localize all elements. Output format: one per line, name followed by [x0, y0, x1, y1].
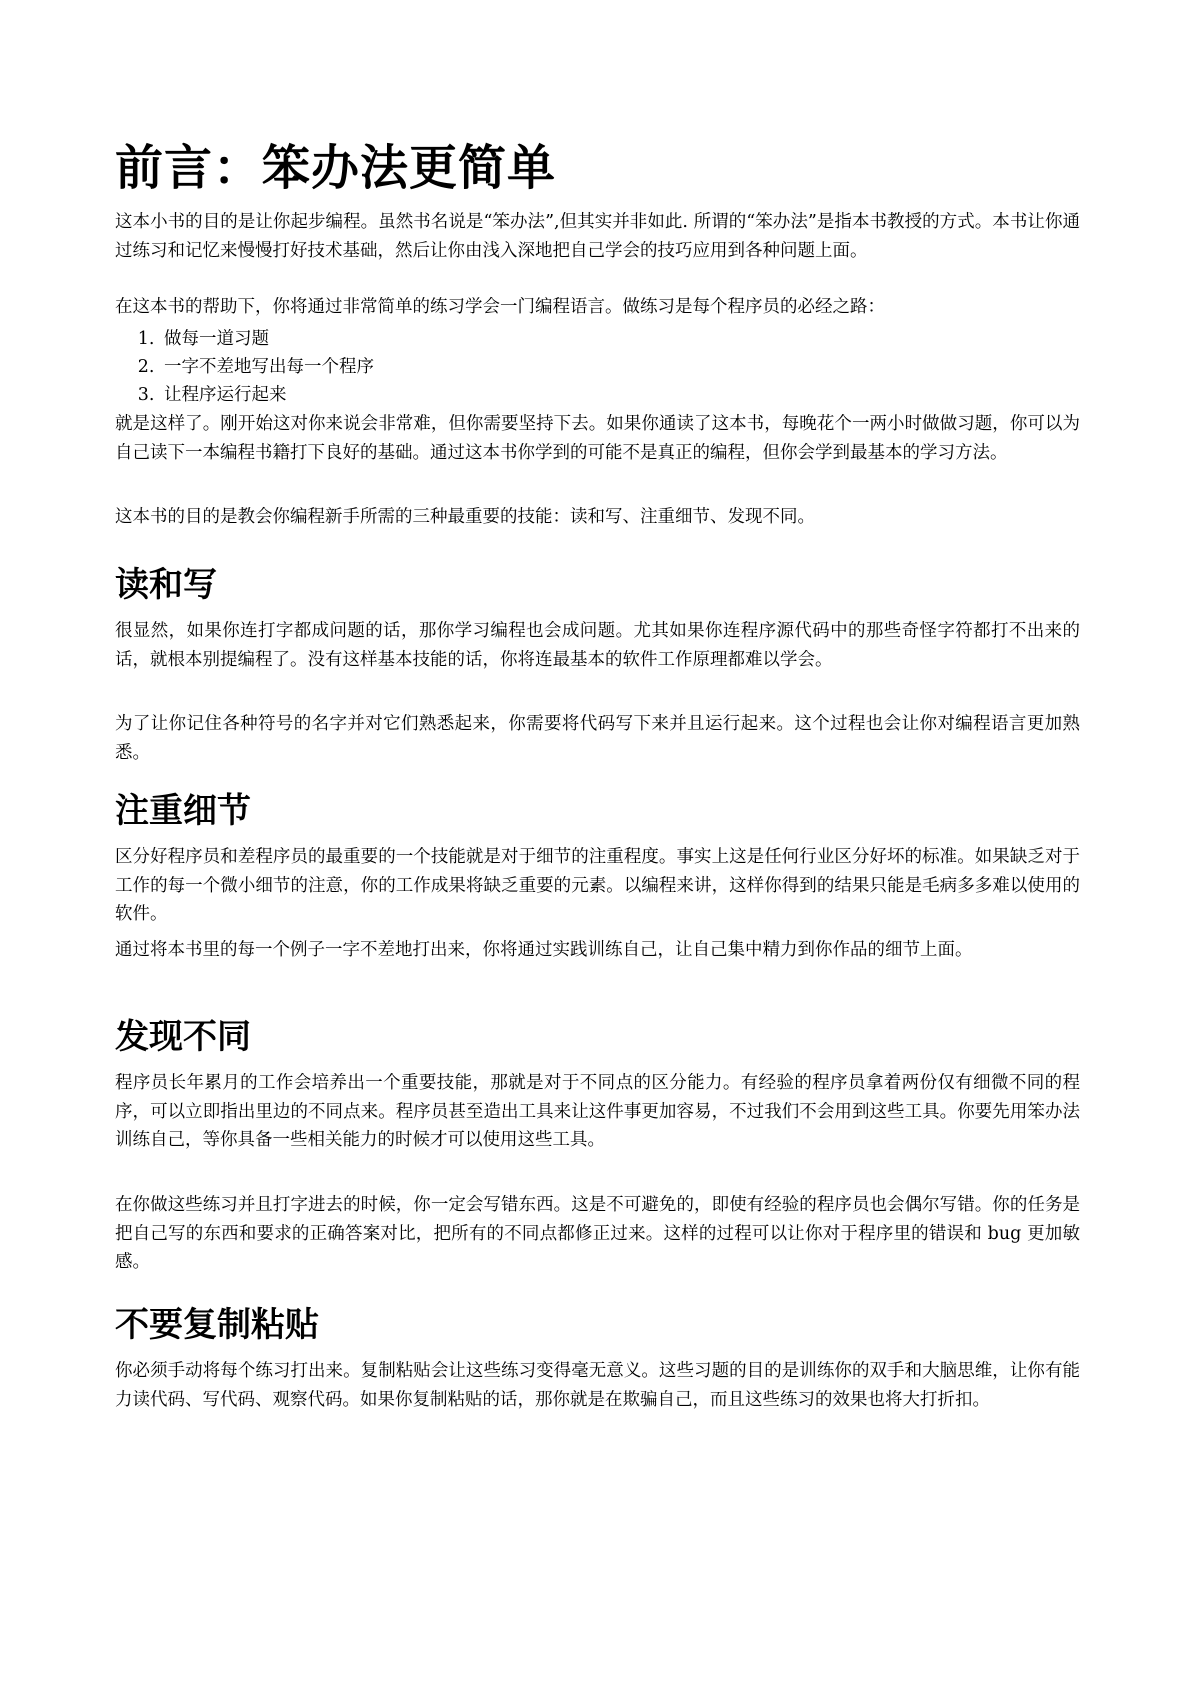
section-heading-attention-to-detail: 注重细节: [115, 791, 251, 831]
section-heading-no-copy-paste: 不要复制粘贴: [115, 1305, 319, 1345]
section-paragraph: 很显然，如果你连打字都成问题的话，那你学习编程也会成问题。尤其如果你连程序源代码中的那些奇怪字符都打不出来的话，就根本别提编程了。没有这样基本技能的话，你将连最基本的软件工作原理都难以学会。: [115, 621, 1080, 670]
section-paragraph: 在你做这些练习并且打字进去的时候，你一定会写错东西。这是不可避免的，即使有经验的程序员也会偶尔写错。你的任务是把自己写的东西和要求的正确答案对比，把所有的不同点都修正过来。这样的过程可以让你对于程序里的错误和 bug 更加敏感。: [115, 1195, 1080, 1272]
page-title: 前言：笨办法更简单: [115, 140, 557, 196]
section-paragraph: 通过将本书里的每一个例子一字不差地打出来，你将通过实践训练自己，让自己集中精力到你作品的细节上面。: [115, 940, 973, 960]
list-item: 2. 一字不差地写出每一个程序: [160, 353, 374, 381]
list-item: 3. 让程序运行起来: [160, 381, 374, 409]
section-heading-spot-differences: 发现不同: [115, 1017, 251, 1057]
section-paragraph: 你必须手动将每个练习打出来。复制粘贴会让这些练习变得毫无意义。这些习题的目的是训练你的双手和大脑思维，让你有能力读代码、写代码、观察代码。如果你复制粘贴的话，那你就是在欺骗自己，而且这些练习的效果也将大打折扣。: [115, 1361, 1080, 1410]
section-heading-read-write: 读和写: [115, 565, 217, 605]
intro-closing-paragraph: 就是这样了。刚开始这对你来说会非常难，但你需要坚持下去。如果你通读了这本书，每晚花个一两小时做做习题，你可以为自己读下一本编程书籍打下良好的基础。通过这本书你学到的可能不是真正的编程，但你会学到最基本的学习方法。: [115, 414, 1080, 463]
section-paragraph: 区分好程序员和差程序员的最重要的一个技能就是对于细节的注重程度。事实上这是任何行业区分好坏的标准。如果缺乏对于工作的每一个微小细节的注意，你的工作成果将缺乏重要的元素。以编程来讲，这样你得到的结果只能是毛病多多难以使用的软件。: [115, 847, 1080, 924]
list-item: 1. 做每一道习题: [160, 325, 374, 353]
section-paragraph: 为了让你记住各种符号的名字并对它们熟悉起来，你需要将代码写下来并且运行起来。这个过程也会让你对编程语言更加熟悉。: [115, 714, 1080, 763]
intro-paragraph: 这本小书的目的是让你起步编程。虽然书名说是“笨办法”,但其实并非如此. 所谓的“笨办法”是指本书教授的方式。本书让你通过练习和记忆来慢慢打好技术基础，然后让你由浅入深地把自己学会的技巧应用到各种问题上面。: [115, 212, 1080, 261]
steps-list: [115, 325, 374, 409]
intro-paragraph: 在这本书的帮助下，你将通过非常简单的练习学会一门编程语言。做练习是每个程序员的必经之路：: [115, 297, 885, 317]
intro-closing-paragraph: 这本书的目的是教会你编程新手所需的三种最重要的技能：读和写、注重细节、发现不同。: [115, 507, 815, 527]
section-paragraph: 程序员长年累月的工作会培养出一个重要技能，那就是对于不同点的区分能力。有经验的程序员拿着两份仅有细微不同的程序，可以立即指出里边的不同点来。程序员甚至造出工具来让这件事更加容易，不过我们不会用到这些工具。你要先用笨办法训练自己，等你具备一些相关能力的时候才可以使用这些工具。: [115, 1073, 1080, 1150]
